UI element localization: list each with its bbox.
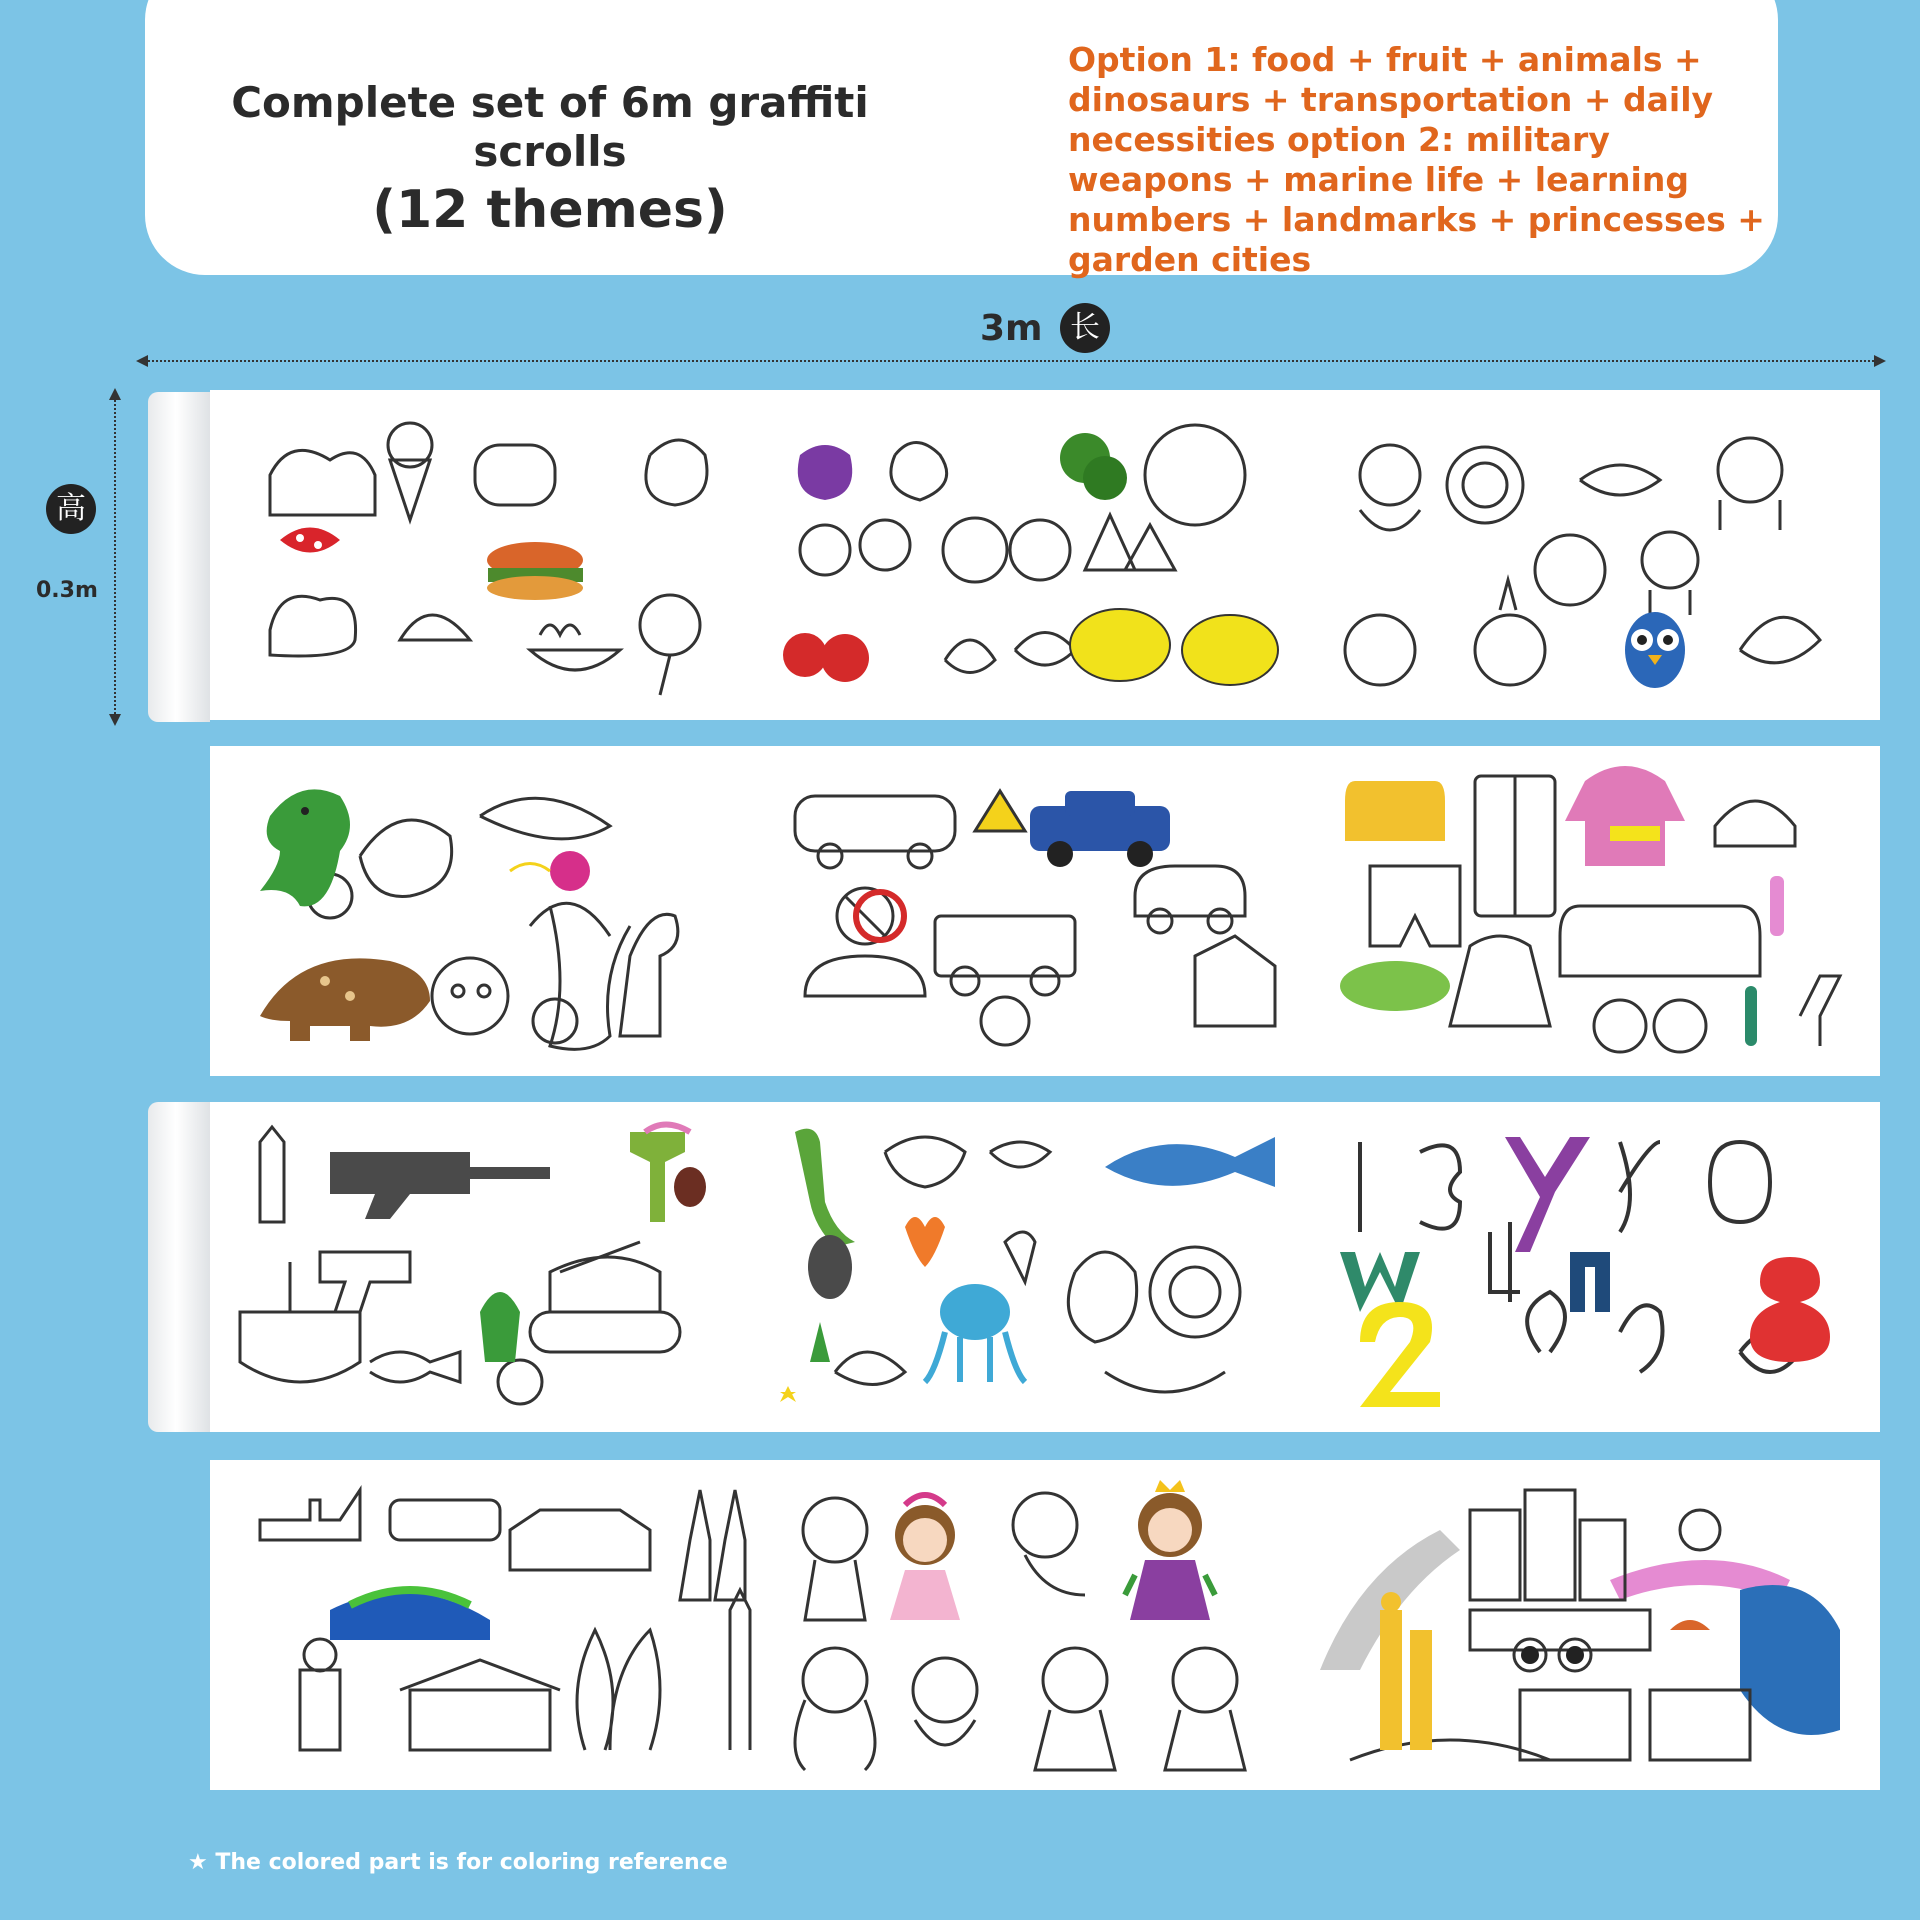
food-illustration: [230, 400, 770, 710]
theme-panel-food: [230, 400, 770, 710]
transportation-illustration: [775, 756, 1315, 1066]
theme-panel-princesses: [775, 1470, 1315, 1780]
theme-panel-fruit: [775, 400, 1315, 710]
landmarks-illustration: [230, 1470, 770, 1780]
dinosaurs-illustration: [230, 756, 770, 1066]
theme-panel-garden-cities: [1320, 1470, 1860, 1780]
options-description: Option 1: food + fruit + animals + dinosaurs + transportation + daily necessities option 2: military weapons + marine life + learning numbers + landmarks + princesses + garden cities: [1068, 40, 1765, 279]
height-arrow: [114, 392, 116, 722]
princesses-illustration: [775, 1470, 1315, 1780]
page-title: Complete set of 6m graffiti scrolls: [231, 78, 869, 176]
theme-panel-landmarks: [230, 1470, 770, 1780]
theme-panel-animals: [1320, 400, 1860, 710]
theme-panel-learning-numbers: [1320, 1112, 1860, 1422]
scroll-strip-2: [210, 746, 1880, 1076]
length-arrow: [140, 360, 1882, 362]
theme-panel-transportation: [775, 756, 1315, 1066]
scroll-roll: [148, 1102, 210, 1432]
scroll-strip-1: [210, 390, 1880, 720]
coloring-reference-note: ★ The colored part is for coloring reference: [188, 1850, 728, 1875]
scroll-strip-3: [210, 1102, 1880, 1432]
page-subtitle: (12 themes): [372, 180, 728, 240]
height-badge: 高: [46, 484, 96, 534]
length-badge: 长: [1060, 303, 1110, 353]
military-weapons-illustration: [230, 1112, 770, 1422]
theme-panel-military-weapons: [230, 1112, 770, 1422]
garden-cities-illustration: [1320, 1470, 1860, 1780]
scroll-roll: [148, 392, 210, 722]
learning-numbers-illustration: [1320, 1112, 1860, 1422]
height-label: 0.3m: [36, 578, 98, 603]
marine-life-illustration: [775, 1112, 1315, 1422]
theme-panel-daily-necessities: [1320, 756, 1860, 1066]
scroll-strip-4: [210, 1460, 1880, 1790]
fruit-illustration: [775, 400, 1315, 710]
theme-panel-dinosaurs: [230, 756, 770, 1066]
length-label: 3m: [980, 308, 1043, 349]
animals-illustration: [1320, 400, 1860, 710]
daily-necessities-illustration: [1320, 756, 1860, 1066]
theme-panel-marine-life: [775, 1112, 1315, 1422]
